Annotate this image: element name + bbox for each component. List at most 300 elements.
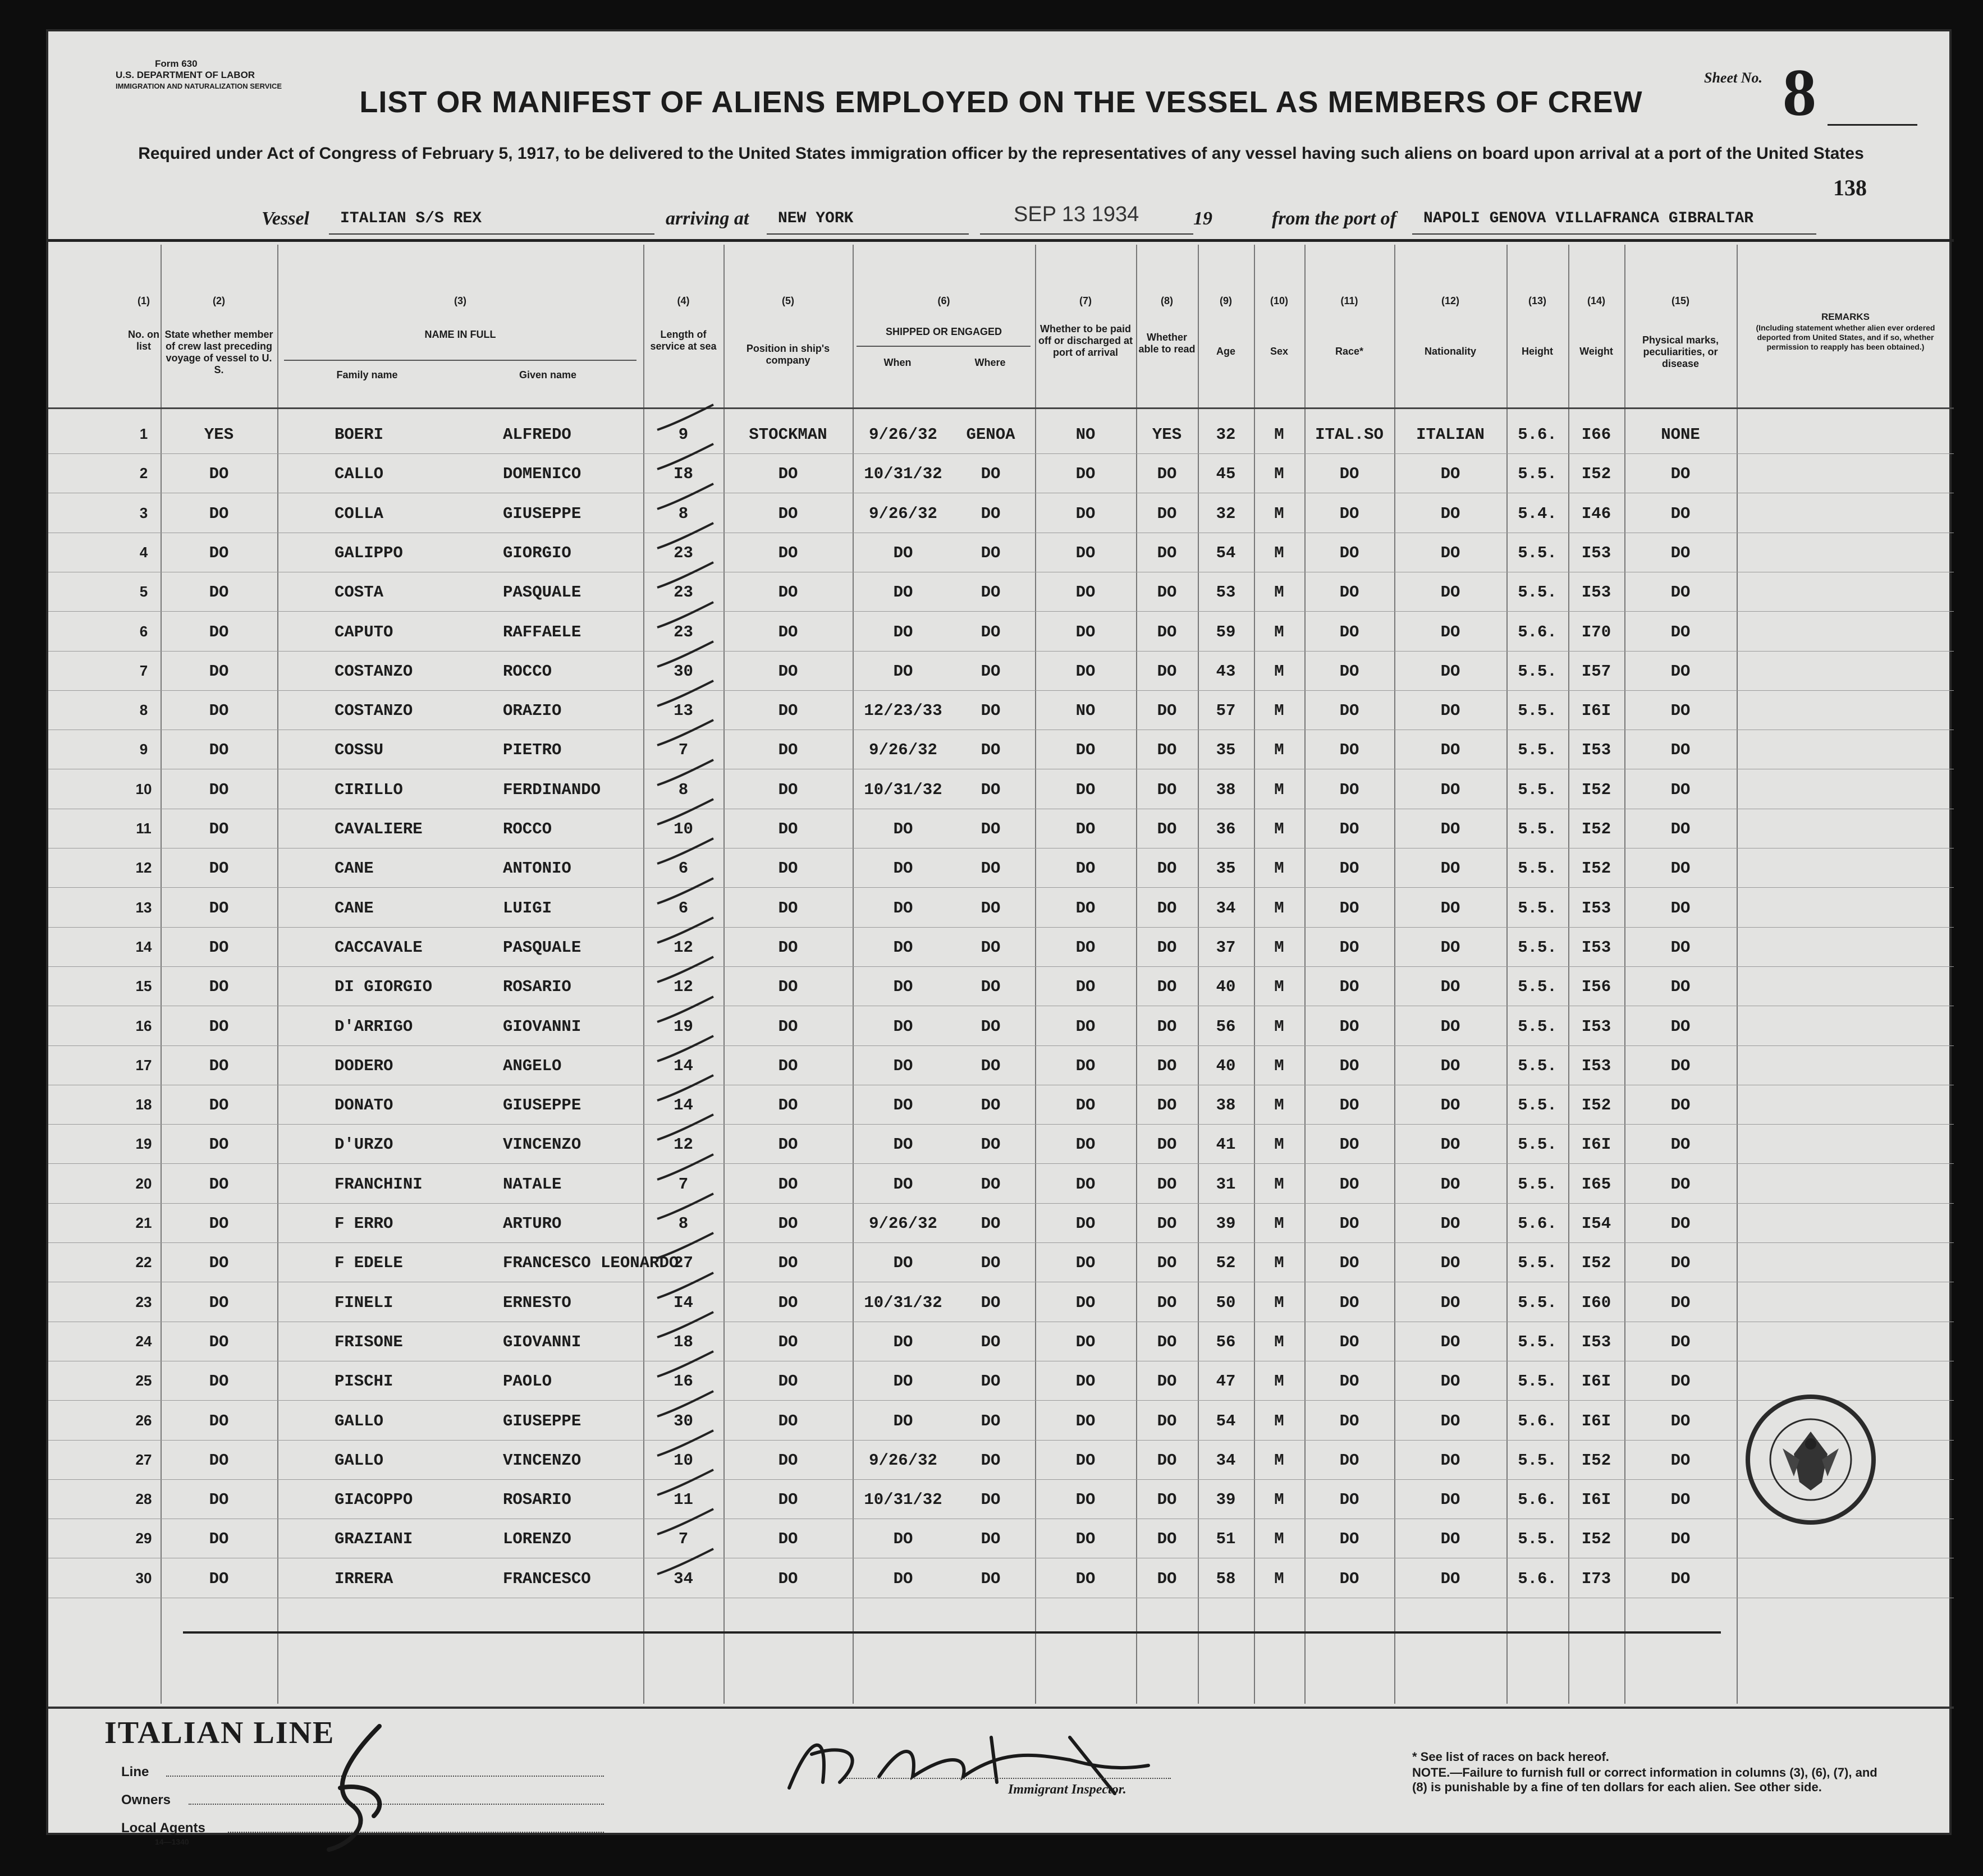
cell-service: 30 (674, 662, 693, 681)
cell-no: 18 (135, 1096, 152, 1113)
cell-no: 6 (139, 622, 148, 640)
cell-paid: DO (1075, 1569, 1096, 1588)
cell-family: D'ARRIGO (335, 1017, 413, 1036)
cell-age: 41 (1216, 1135, 1236, 1154)
table-row (48, 892, 1954, 932)
col-header-service: Length of service at sea (650, 329, 717, 352)
cell-prev: DO (209, 1017, 229, 1036)
cell-race: DO (1339, 859, 1359, 878)
cell-paid: DO (1075, 859, 1096, 878)
cell-height: 5.5. (1518, 583, 1557, 602)
cell-where: DO (981, 701, 1001, 721)
cell-read: DO (1157, 1569, 1177, 1588)
cell-prev: DO (209, 938, 229, 957)
cell-height: 5.5. (1518, 859, 1557, 878)
from-port-label: from the port of (1272, 208, 1396, 229)
cell-position: DO (778, 662, 798, 681)
cell-height: 5.5. (1518, 938, 1557, 957)
cell-paid: DO (1075, 1135, 1096, 1154)
cell-marks: DO (1670, 1096, 1691, 1115)
cell-age: 47 (1216, 1372, 1236, 1391)
col-header-race: Race* (1335, 346, 1364, 357)
cell-sex: M (1274, 1293, 1284, 1312)
cell-age: 38 (1216, 1096, 1236, 1115)
check-mark-icon (652, 1191, 719, 1224)
cell-when: 10/31/32 (864, 465, 942, 484)
cell-paid: DO (1075, 741, 1096, 760)
cell-given: GIOVANNI (503, 1017, 581, 1036)
cell-paid: DO (1075, 1017, 1096, 1036)
cell-sex: M (1274, 780, 1284, 799)
check-mark-icon (652, 1033, 719, 1067)
cell-prev: DO (209, 820, 229, 838)
col-num: (4) (677, 295, 690, 306)
cell-given: LUIGI (503, 898, 552, 918)
col-header-family-name: Family name (336, 369, 398, 380)
cell-weight: I57 (1581, 662, 1611, 681)
cell-when: 9/26/32 (869, 425, 937, 444)
cell-sex: M (1274, 1096, 1284, 1115)
cell-read: DO (1157, 583, 1177, 602)
check-mark-icon (652, 836, 719, 869)
table-row (48, 1444, 1954, 1484)
cell-sex: M (1274, 1569, 1284, 1588)
cell-race: DO (1339, 622, 1359, 641)
cell-read: DO (1157, 938, 1177, 957)
cell-weight: I6I (1581, 1372, 1611, 1391)
cell-height: 5.5. (1518, 1451, 1557, 1470)
col-num: (2) (213, 295, 225, 306)
cell-race: DO (1339, 1332, 1359, 1351)
check-mark-icon (652, 1388, 719, 1422)
check-mark-icon (652, 441, 719, 475)
cell-prev: DO (209, 1411, 229, 1430)
cell-where: DO (981, 820, 1001, 838)
table-row (48, 813, 1954, 852)
cell-paid: DO (1075, 583, 1096, 602)
cell-prev: DO (209, 978, 229, 997)
cell-nat: DO (1440, 741, 1460, 760)
cell-no: 1 (139, 425, 148, 442)
cell-race: DO (1339, 1017, 1359, 1036)
cell-marks: DO (1670, 820, 1691, 838)
cell-sex: M (1274, 1254, 1284, 1273)
cell-age: 54 (1216, 1411, 1236, 1430)
table-row (48, 655, 1954, 695)
col-header-height: Height (1522, 346, 1553, 357)
cell-no: 23 (135, 1293, 152, 1310)
cell-service: 7 (678, 741, 689, 760)
cell-read: DO (1157, 1056, 1177, 1075)
crew-table (48, 245, 1954, 1704)
cell-family: CIRILLO (335, 780, 403, 799)
cell-nat: DO (1440, 820, 1460, 838)
cell-given: ROCCO (503, 662, 552, 681)
cell-marks: DO (1670, 504, 1691, 523)
cell-prev: DO (209, 622, 229, 641)
page-title: LIST OR MANIFEST OF ALIENS EMPLOYED ON THE VESSEL AS MEMBERS OF CREW (359, 85, 1643, 119)
cell-no: 10 (135, 780, 152, 797)
arriving-label: arriving at (666, 208, 749, 229)
cell-sex: M (1274, 701, 1284, 721)
check-mark-icon (652, 1309, 719, 1343)
cell-family: FRANCHINI (335, 1175, 423, 1194)
cell-service: 12 (674, 1135, 693, 1154)
cell-service: 6 (678, 859, 689, 878)
cell-given: RAFFAELE (503, 622, 581, 641)
cell-weight: I53 (1581, 583, 1611, 602)
cell-weight: I53 (1581, 543, 1611, 562)
cell-marks: DO (1670, 701, 1691, 721)
cell-when: DO (893, 622, 913, 641)
col-header-nationality: Nationality (1424, 346, 1476, 357)
cell-position: DO (778, 938, 798, 957)
cell-nat: DO (1440, 1530, 1460, 1549)
check-mark-icon (652, 954, 719, 988)
form-number: Form 630 (155, 58, 198, 69)
cell-nat: DO (1440, 1135, 1460, 1154)
cell-when: DO (893, 859, 913, 878)
cell-where: DO (981, 1372, 1001, 1391)
cell-given: ARTURO (503, 1214, 562, 1233)
cell-when: DO (893, 1017, 913, 1036)
table-row (48, 1405, 1954, 1444)
cell-prev: DO (209, 741, 229, 760)
cell-paid: DO (1075, 898, 1096, 918)
cell-weight: I6I (1581, 1490, 1611, 1510)
cell-service: I4 (674, 1293, 693, 1312)
cell-prev: DO (209, 898, 229, 918)
table-row (48, 1208, 1954, 1247)
cell-height: 5.6. (1518, 1569, 1557, 1588)
cell-paid: DO (1075, 978, 1096, 997)
cell-given: VINCENZO (503, 1451, 581, 1470)
check-mark-icon (652, 1152, 719, 1185)
cell-where: DO (981, 583, 1001, 602)
cell-read: DO (1157, 898, 1177, 918)
cell-race: DO (1339, 1214, 1359, 1233)
cell-where: DO (981, 780, 1001, 799)
cell-marks: DO (1670, 1530, 1691, 1549)
cell-given: GIUSEPPE (503, 1096, 581, 1115)
col-num: (7) (1079, 295, 1092, 306)
cell-family: GRAZIANI (335, 1530, 413, 1549)
cell-where: DO (981, 465, 1001, 484)
cell-prev: DO (209, 1332, 229, 1351)
cell-sex: M (1274, 1135, 1284, 1154)
table-row (48, 1484, 1954, 1523)
cell-given: GIUSEPPE (503, 1411, 581, 1430)
cell-where: DO (981, 543, 1001, 562)
cell-paid: DO (1075, 1490, 1096, 1510)
cell-weight: I46 (1581, 504, 1611, 523)
cell-marks: DO (1670, 1490, 1691, 1510)
cell-family: COSSU (335, 741, 384, 760)
cell-marks: DO (1670, 622, 1691, 641)
cell-read: DO (1157, 504, 1177, 523)
cell-marks: DO (1670, 780, 1691, 799)
cell-when: DO (893, 1372, 913, 1391)
cell-position: DO (778, 1096, 798, 1115)
cell-race: DO (1339, 1175, 1359, 1194)
cell-no: 4 (139, 543, 148, 561)
cell-sex: M (1274, 1214, 1284, 1233)
col-num: (11) (1340, 295, 1358, 306)
cell-paid: DO (1075, 938, 1096, 957)
cell-given: PASQUALE (503, 938, 581, 957)
sheet-label: Sheet No. (1704, 70, 1762, 86)
cell-prev: DO (209, 504, 229, 523)
strike-through-line (183, 1631, 1721, 1634)
cell-where: DO (981, 1056, 1001, 1075)
cell-age: 31 (1216, 1175, 1236, 1194)
cell-no: 20 (135, 1175, 152, 1192)
cell-family: DI GIORGIO (335, 978, 433, 997)
cell-service: 18 (674, 1332, 693, 1351)
cell-race: DO (1339, 1569, 1359, 1588)
cell-sex: M (1274, 820, 1284, 838)
cell-when: 9/26/32 (869, 504, 937, 523)
cell-prev: DO (209, 1569, 229, 1588)
cell-weight: I52 (1581, 820, 1611, 838)
check-mark-icon (652, 481, 719, 515)
cell-service: 8 (678, 504, 689, 523)
cell-marks: DO (1670, 1451, 1691, 1470)
cell-given: LORENZO (503, 1530, 571, 1549)
cell-where: DO (981, 898, 1001, 918)
cell-service: 8 (678, 780, 689, 799)
cell-where: DO (981, 504, 1001, 523)
cell-position: DO (778, 1372, 798, 1391)
cell-race: DO (1339, 583, 1359, 602)
check-mark-icon (652, 678, 719, 712)
cell-age: 35 (1216, 859, 1236, 878)
cell-height: 5.5. (1518, 820, 1557, 838)
cell-when: 9/26/32 (869, 741, 937, 760)
cell-height: 5.5. (1518, 543, 1557, 562)
cell-service: 14 (674, 1056, 693, 1075)
cell-family: COSTANZO (335, 662, 413, 681)
cell-family: FRISONE (335, 1332, 403, 1351)
cell-nat: DO (1440, 1056, 1460, 1075)
table-row (48, 419, 1954, 458)
table-row (48, 1129, 1954, 1168)
cell-service: 23 (674, 622, 693, 641)
cell-where: DO (981, 1254, 1001, 1273)
cell-marks: DO (1670, 543, 1691, 562)
cell-sex: M (1274, 1530, 1284, 1549)
cell-marks: DO (1670, 1175, 1691, 1194)
cell-read: DO (1157, 1490, 1177, 1510)
cell-prev: YES (204, 425, 234, 444)
cell-height: 5.5. (1518, 465, 1557, 484)
cell-position: STOCKMAN (749, 425, 827, 444)
col-header-remarks: REMARKS (1821, 311, 1870, 322)
table-row (48, 458, 1954, 497)
check-mark-icon (652, 796, 719, 830)
cell-height: 5.4. (1518, 504, 1557, 523)
check-mark-icon (652, 1506, 719, 1540)
cell-position: DO (778, 780, 798, 799)
cell-age: 36 (1216, 820, 1236, 838)
cell-height: 5.5. (1518, 978, 1557, 997)
cell-where: DO (981, 1293, 1001, 1312)
cell-family: COSTANZO (335, 701, 413, 721)
check-mark-icon (652, 402, 719, 435)
cell-service: I8 (674, 465, 693, 484)
cell-where: DO (981, 1451, 1001, 1470)
cell-given: VINCENZO (503, 1135, 581, 1154)
cell-service: 7 (678, 1530, 689, 1549)
date-stamp: SEP 13 1934 (1014, 203, 1139, 226)
cell-where: DO (981, 859, 1001, 878)
cell-family: COLLA (335, 504, 384, 523)
table-row (48, 537, 1954, 576)
cell-height: 5.5. (1518, 1135, 1557, 1154)
cell-race: DO (1339, 504, 1359, 523)
cell-sex: M (1274, 1332, 1284, 1351)
cell-prev: DO (209, 1530, 229, 1549)
cell-height: 5.5. (1518, 1293, 1557, 1312)
cell-sex: M (1274, 622, 1284, 641)
cell-position: DO (778, 1411, 798, 1430)
check-mark-icon (652, 1072, 719, 1106)
cell-read: DO (1157, 1530, 1177, 1549)
cell-nat: DO (1440, 859, 1460, 878)
cell-service: 9 (678, 425, 689, 444)
cell-weight: I53 (1581, 1056, 1611, 1075)
cell-no: 14 (135, 938, 152, 955)
cell-no: 7 (139, 662, 148, 679)
cell-age: 45 (1216, 465, 1236, 484)
check-mark-icon (652, 1428, 719, 1461)
table-row (48, 695, 1954, 734)
cell-read: DO (1157, 1175, 1177, 1194)
cell-service: 12 (674, 938, 693, 957)
cell-weight: I73 (1581, 1569, 1611, 1588)
cell-family: DONATO (335, 1096, 393, 1115)
table-row (48, 616, 1954, 655)
cell-paid: DO (1075, 1214, 1096, 1233)
cell-family: CAPUTO (335, 622, 393, 641)
cell-prev: DO (209, 1293, 229, 1312)
table-row (48, 734, 1954, 773)
cell-family: CAVALIERE (335, 820, 423, 838)
cell-age: 56 (1216, 1332, 1236, 1351)
table-row (48, 1011, 1954, 1050)
owners-label: Owners (121, 1792, 171, 1808)
cell-prev: DO (209, 1490, 229, 1510)
col-header-age: Age (1216, 346, 1235, 357)
col-num: (14) (1587, 295, 1605, 306)
cell-nat: DO (1440, 622, 1460, 641)
cell-height: 5.5. (1518, 1017, 1557, 1036)
check-mark-icon (652, 559, 719, 593)
cell-read: YES (1152, 425, 1182, 444)
check-mark-icon (652, 639, 719, 672)
cell-paid: DO (1075, 1372, 1096, 1391)
cell-race: DO (1339, 1254, 1359, 1273)
cell-position: DO (778, 859, 798, 878)
cell-prev: DO (209, 1056, 229, 1075)
cell-given: GIUSEPPE (503, 504, 581, 523)
cell-given: ROSARIO (503, 978, 571, 997)
cell-where: DO (981, 1135, 1001, 1154)
cell-race: DO (1339, 898, 1359, 918)
races-note: * See list of races on back hereof. (1412, 1750, 1609, 1764)
cell-family: IRRERA (335, 1569, 393, 1588)
cell-service: 30 (674, 1411, 693, 1430)
cell-height: 5.6. (1518, 622, 1557, 641)
cell-nat: DO (1440, 701, 1460, 721)
check-mark-icon (652, 1348, 719, 1382)
sheet-serial: 138 (1833, 175, 1867, 200)
cell-paid: DO (1075, 622, 1096, 641)
cell-no: 24 (135, 1332, 152, 1350)
agents-label: Local Agents (121, 1820, 205, 1836)
cell-age: 43 (1216, 662, 1236, 681)
cell-race: DO (1339, 1411, 1359, 1430)
cell-race: DO (1339, 543, 1359, 562)
line-label: Line (121, 1764, 149, 1779)
table-row (48, 852, 1954, 892)
cell-sex: M (1274, 1411, 1284, 1430)
from-port: NAPOLI GENOVA VILLAFRANCA GIBRALTAR (1423, 210, 1754, 227)
cell-no: 9 (139, 741, 148, 758)
cell-given: FERDINANDO (503, 780, 601, 799)
cell-paid: DO (1075, 1332, 1096, 1351)
cell-when: DO (893, 1530, 913, 1549)
cell-age: 39 (1216, 1490, 1236, 1510)
cell-position: DO (778, 465, 798, 484)
cell-age: 37 (1216, 938, 1236, 957)
col-num: (15) (1671, 295, 1689, 306)
cell-when: DO (893, 1569, 913, 1588)
cell-no: 19 (135, 1135, 152, 1153)
cell-weight: I65 (1581, 1175, 1611, 1194)
cell-position: DO (778, 1214, 798, 1233)
cell-sex: M (1274, 1451, 1284, 1470)
cell-nat: ITALIAN (1416, 425, 1485, 444)
table-row (48, 774, 1954, 813)
cell-when: 10/31/32 (864, 1293, 942, 1312)
cell-prev: DO (209, 780, 229, 799)
cell-nat: DO (1440, 1096, 1460, 1115)
cell-prev: DO (209, 583, 229, 602)
cell-family: DODERO (335, 1056, 393, 1075)
cell-race: DO (1339, 1096, 1359, 1115)
cell-marks: NONE (1661, 425, 1700, 444)
cell-marks: DO (1670, 1372, 1691, 1391)
cell-family: CANE (335, 898, 374, 918)
col-header-name: NAME IN FULL (424, 329, 496, 340)
cell-no: 26 (135, 1411, 152, 1429)
cell-when: DO (893, 1096, 913, 1115)
cell-race: DO (1339, 938, 1359, 957)
cell-age: 50 (1216, 1293, 1236, 1312)
cell-read: DO (1157, 741, 1177, 760)
cell-weight: I6I (1581, 701, 1611, 721)
cell-nat: DO (1440, 1411, 1460, 1430)
check-mark-icon (652, 994, 719, 1028)
cell-given: PAOLO (503, 1372, 552, 1391)
col-header-prev-voyage: State whether member of crew last preceding voyage of vessel to U. S. (164, 329, 273, 375)
cell-given: PASQUALE (503, 583, 581, 602)
cell-height: 5.5. (1518, 662, 1557, 681)
cell-given: ROSARIO (503, 1490, 571, 1510)
cell-read: DO (1157, 1451, 1177, 1470)
cell-weight: I52 (1581, 1451, 1611, 1470)
